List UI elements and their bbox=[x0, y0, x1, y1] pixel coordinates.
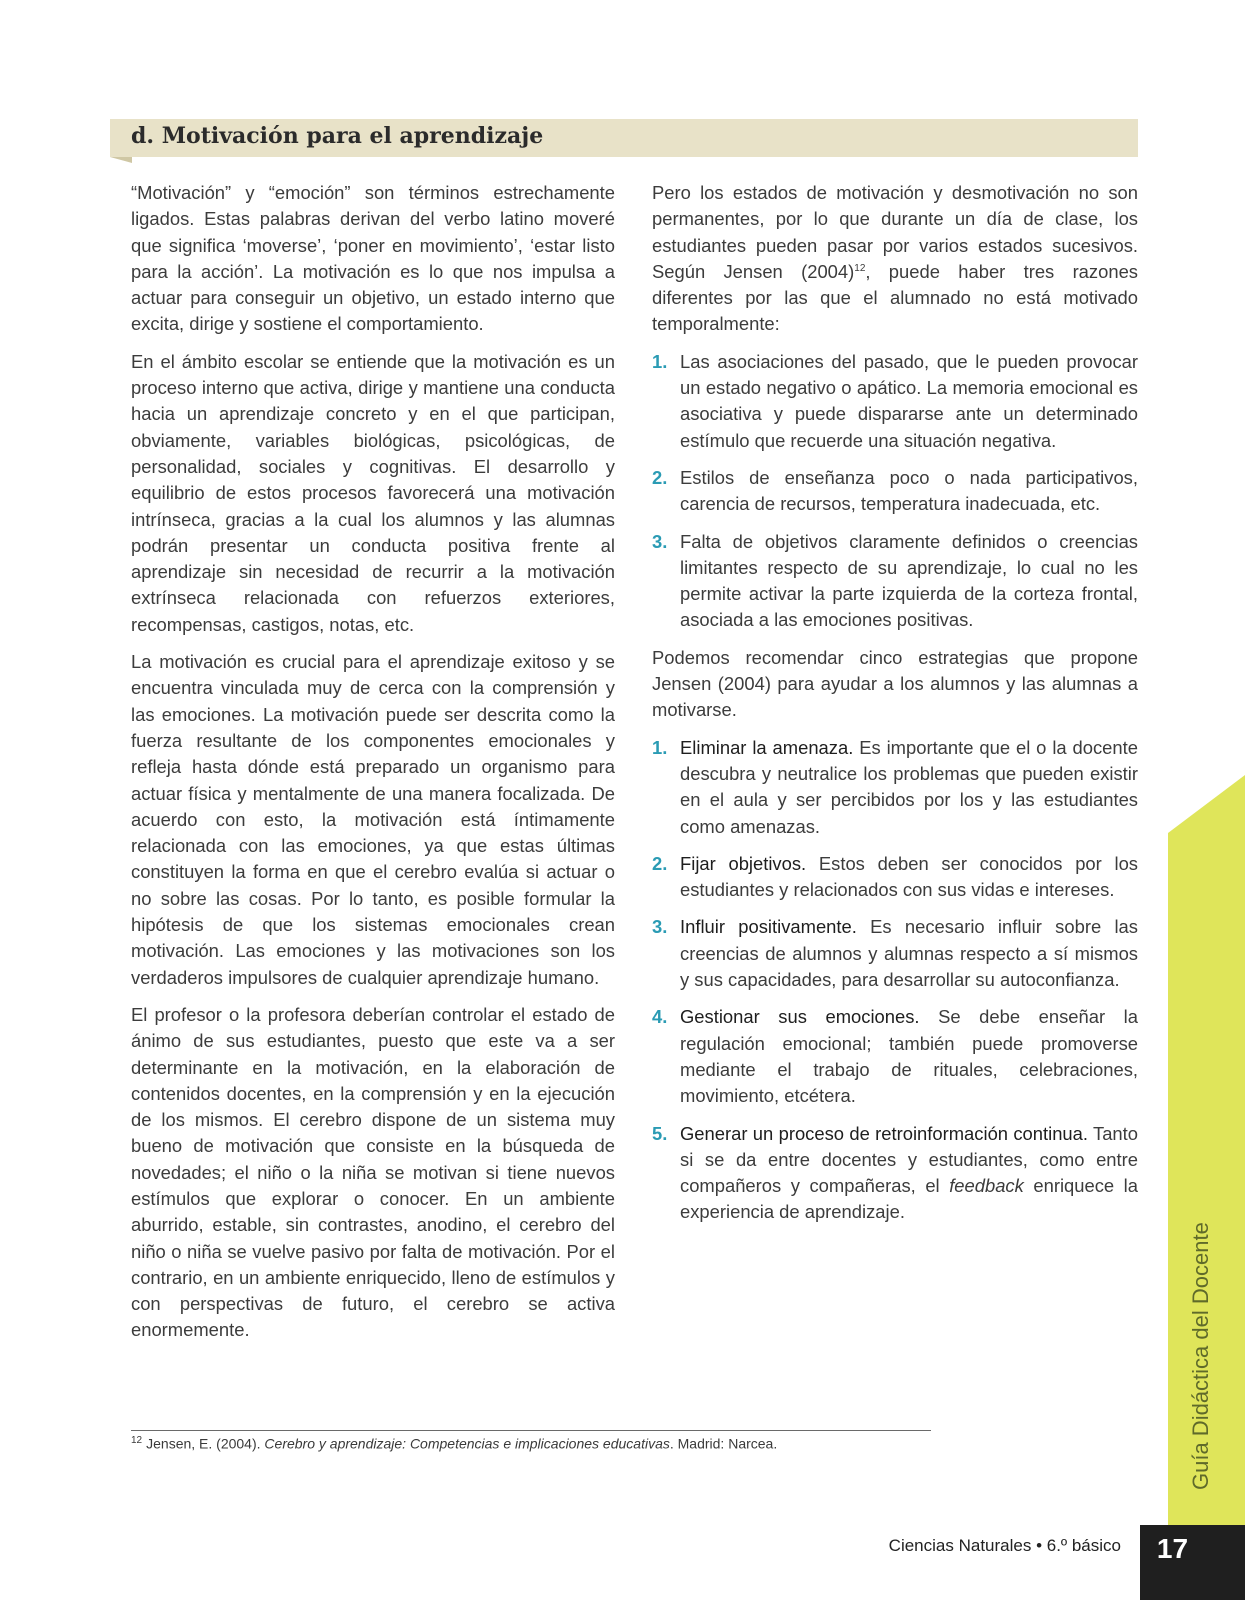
list-item bbox=[652, 735, 1138, 840]
list-number: 1. bbox=[652, 350, 668, 372]
strategy-lead: Influir positivamente. bbox=[680, 916, 857, 938]
list-text: Falta de objetivos claramente definidos o creencias limitantes respecto de su aprendizaje, lo cual no les permite activar la parte izquierda de la corteza frontal, asociada a las emociones positivas. bbox=[680, 530, 1138, 631]
list-text: Se debe enseñar la regulación emocional; también puede promoverse mediante el trabajo de rituales, celebraciones, movimiento, etcétera. bbox=[680, 1006, 1138, 1107]
list-number: 5. bbox=[652, 1122, 668, 1144]
footnote-author: Jensen, E. (2004). bbox=[146, 1435, 265, 1452]
list-text-continued: enriquece la experiencia de aprendizaje. bbox=[680, 1175, 1138, 1223]
left-column bbox=[131, 180, 615, 1355]
footnote bbox=[131, 1432, 1031, 1453]
page-number-box bbox=[1140, 1525, 1245, 1600]
header-tab-decoration bbox=[110, 157, 132, 163]
strategy-lead: Fijar objetivos. bbox=[680, 852, 807, 874]
right-column bbox=[652, 180, 1138, 1237]
paragraph: “Motivación” y “emoción” son términos estrechamente ligados. Estas palabras derivan del verbo latino moveré que significa ‘moverse’, ‘poner en movimiento’, ‘estar listo para la acción’. La motivación es lo que nos impulsa a actuar para conseguir un objetivo, un estado interno que excita, dirige y sostiene el comportamiento. bbox=[131, 182, 615, 335]
paragraph: La motivación es crucial para el aprendizaje exitoso y se encuentra vinculada muy de cerca con la comprensión y las emociones. La motivación puede ser descrita como la fuerza resultante de los componentes emocionales y refleja hasta dónde está preparado un organismo para actuar física y mentalmente de una manera focalizada. De acuerdo con esto, la motivación está íntimamente relacionada con las emociones, ya que estas últimas constituyen la forma en que el cerebro evalúa si actuar o no sobre las cosas. Por lo tanto, es posible formular la hipótesis de que los sistemas emocionales crean motivación. Las emociones y las motivaciones son los verdaderos impulsores de cualquier aprendizaje humano. bbox=[131, 651, 615, 988]
list-item bbox=[652, 1121, 1138, 1226]
paragraph-strategies-intro: Podemos recomendar cinco estrategias que propone Jensen (2004) para ayudar a los alumnos y las alumnas a motivarse. bbox=[652, 646, 1138, 721]
intro-text-continued: , puede haber tres razones diferentes por las que el alumnado no está motivado temporalmente: bbox=[652, 260, 1138, 335]
strategies-list bbox=[652, 735, 1138, 1226]
list-text: Estilos de enseñanza poco o nada participativos, carencia de recursos, temperatura inadecuada, etc. bbox=[680, 466, 1138, 515]
list-number: 1. bbox=[652, 736, 668, 758]
list-text: Estos deben ser conocidos por los estudiantes y relacionados con sus vidas e intereses. bbox=[680, 852, 1139, 901]
list-number: 3. bbox=[652, 916, 668, 938]
list-number: 4. bbox=[652, 1006, 668, 1028]
page-number: 17 bbox=[1156, 1533, 1189, 1564]
list-item bbox=[652, 851, 1138, 904]
paragraph: El profesor o la profesora deberían controlar el estado de ánimo de sus estudiantes, puesto que este va a ser determinante en la motivación, en la elaboración de contenidos docentes, en la comprensión y en la ejecución de los mismos. El cerebro dispone de un sistema muy bueno de motivación que consiste en la búsqueda de novedades; el niño o la niña se motivan si tiene nuevos estímulos que explorar o conocer. En un ambiente aburrido, estable, sin contrastes, anodino, el cerebro del niño o niña se vuelve pasivo por falta de motivación. Por el contrario, en un ambiente enriquecido, lleno de estímulos y con perspectivas de futuro, el cerebro se activa enormemente. bbox=[131, 1003, 615, 1341]
paragraph-intro bbox=[652, 180, 1138, 338]
footnote-number: 12 bbox=[131, 1435, 143, 1446]
reasons-list bbox=[652, 349, 1138, 634]
list-text: Tanto si se da entre docentes y estudiantes, como entre compañeros y compañeras, el bbox=[680, 1122, 1138, 1197]
list-item bbox=[652, 914, 1138, 993]
footnote-title: Cerebro y aprendizaje: Competencias e implicaciones educativas bbox=[264, 1435, 670, 1452]
list-item bbox=[652, 529, 1138, 634]
list-text: Las asociaciones del pasado, que le pueden provocar un estado negativo o apático. La memoria emocional es asociativa y puede dispararse ante un determinado estímulo que recuerde una situación negativa. bbox=[680, 350, 1138, 451]
list-number: 3. bbox=[652, 530, 668, 552]
list-number: 2. bbox=[652, 852, 668, 874]
footnote-divider bbox=[131, 1430, 931, 1431]
footer-text: Ciencias Naturales • 6.º básico bbox=[888, 1536, 1121, 1555]
paragraph: En el ámbito escolar se entiende que la motivación es un proceso interno que activa, dirige y mantiene una conducta hacia un aprendizaje concreto y en el que participan, obviamente, variables biológicas, psicológicas, de personalidad, sociales y cognitivas. El desarrollo y equilibrio de estos procesos favorecerá una motivación intrínseca, gracias a la cual los alumnos y las alumnas podrán presentar un conducta positiva frente al aprendizaje sin necesidad de recurrir a la motivación extrínseca relacionada con refuerzos exteriores, recompensas, castigos, notas, etc. bbox=[131, 350, 615, 635]
strategy-lead: Generar un proceso de retroinformación continua. bbox=[680, 1122, 1088, 1144]
list-number: 2. bbox=[652, 466, 668, 488]
intro-text: Pero los estados de motivación y desmotivación no son permanentes, por lo que durante un día de clase, los estudiantes pueden pasar por varios estados sucesivos. Según Jensen (2004) bbox=[652, 182, 1138, 282]
list-item bbox=[652, 1004, 1138, 1109]
footnote-ref[interactable]: 12 bbox=[854, 262, 866, 274]
footnote-publisher: . Madrid: Narcea. bbox=[669, 1435, 778, 1452]
section-header bbox=[110, 119, 1138, 157]
strategy-lead: Gestionar sus emociones. bbox=[680, 1006, 920, 1028]
side-label: Guía Didáctica del Docente bbox=[1188, 1222, 1213, 1490]
list-text: Es necesario influir sobre las creencias de alumnos y alumnas respecto a sí mismos y sus capacidades, para desarrollar su autoconfianza. bbox=[680, 916, 1138, 991]
list-item bbox=[652, 465, 1138, 518]
list-item bbox=[652, 349, 1138, 454]
strategy-lead: Eliminar la amenaza. bbox=[680, 736, 854, 758]
list-text: Es importante que el o la docente descubra y neutralice los problemas que pueden existir en el aula y ser percibidos por los y las estudiantes como amenazas. bbox=[680, 736, 1138, 837]
italic-term: feedback bbox=[949, 1175, 1024, 1197]
section-title: d. Motivación para el aprendizaje bbox=[131, 123, 544, 149]
